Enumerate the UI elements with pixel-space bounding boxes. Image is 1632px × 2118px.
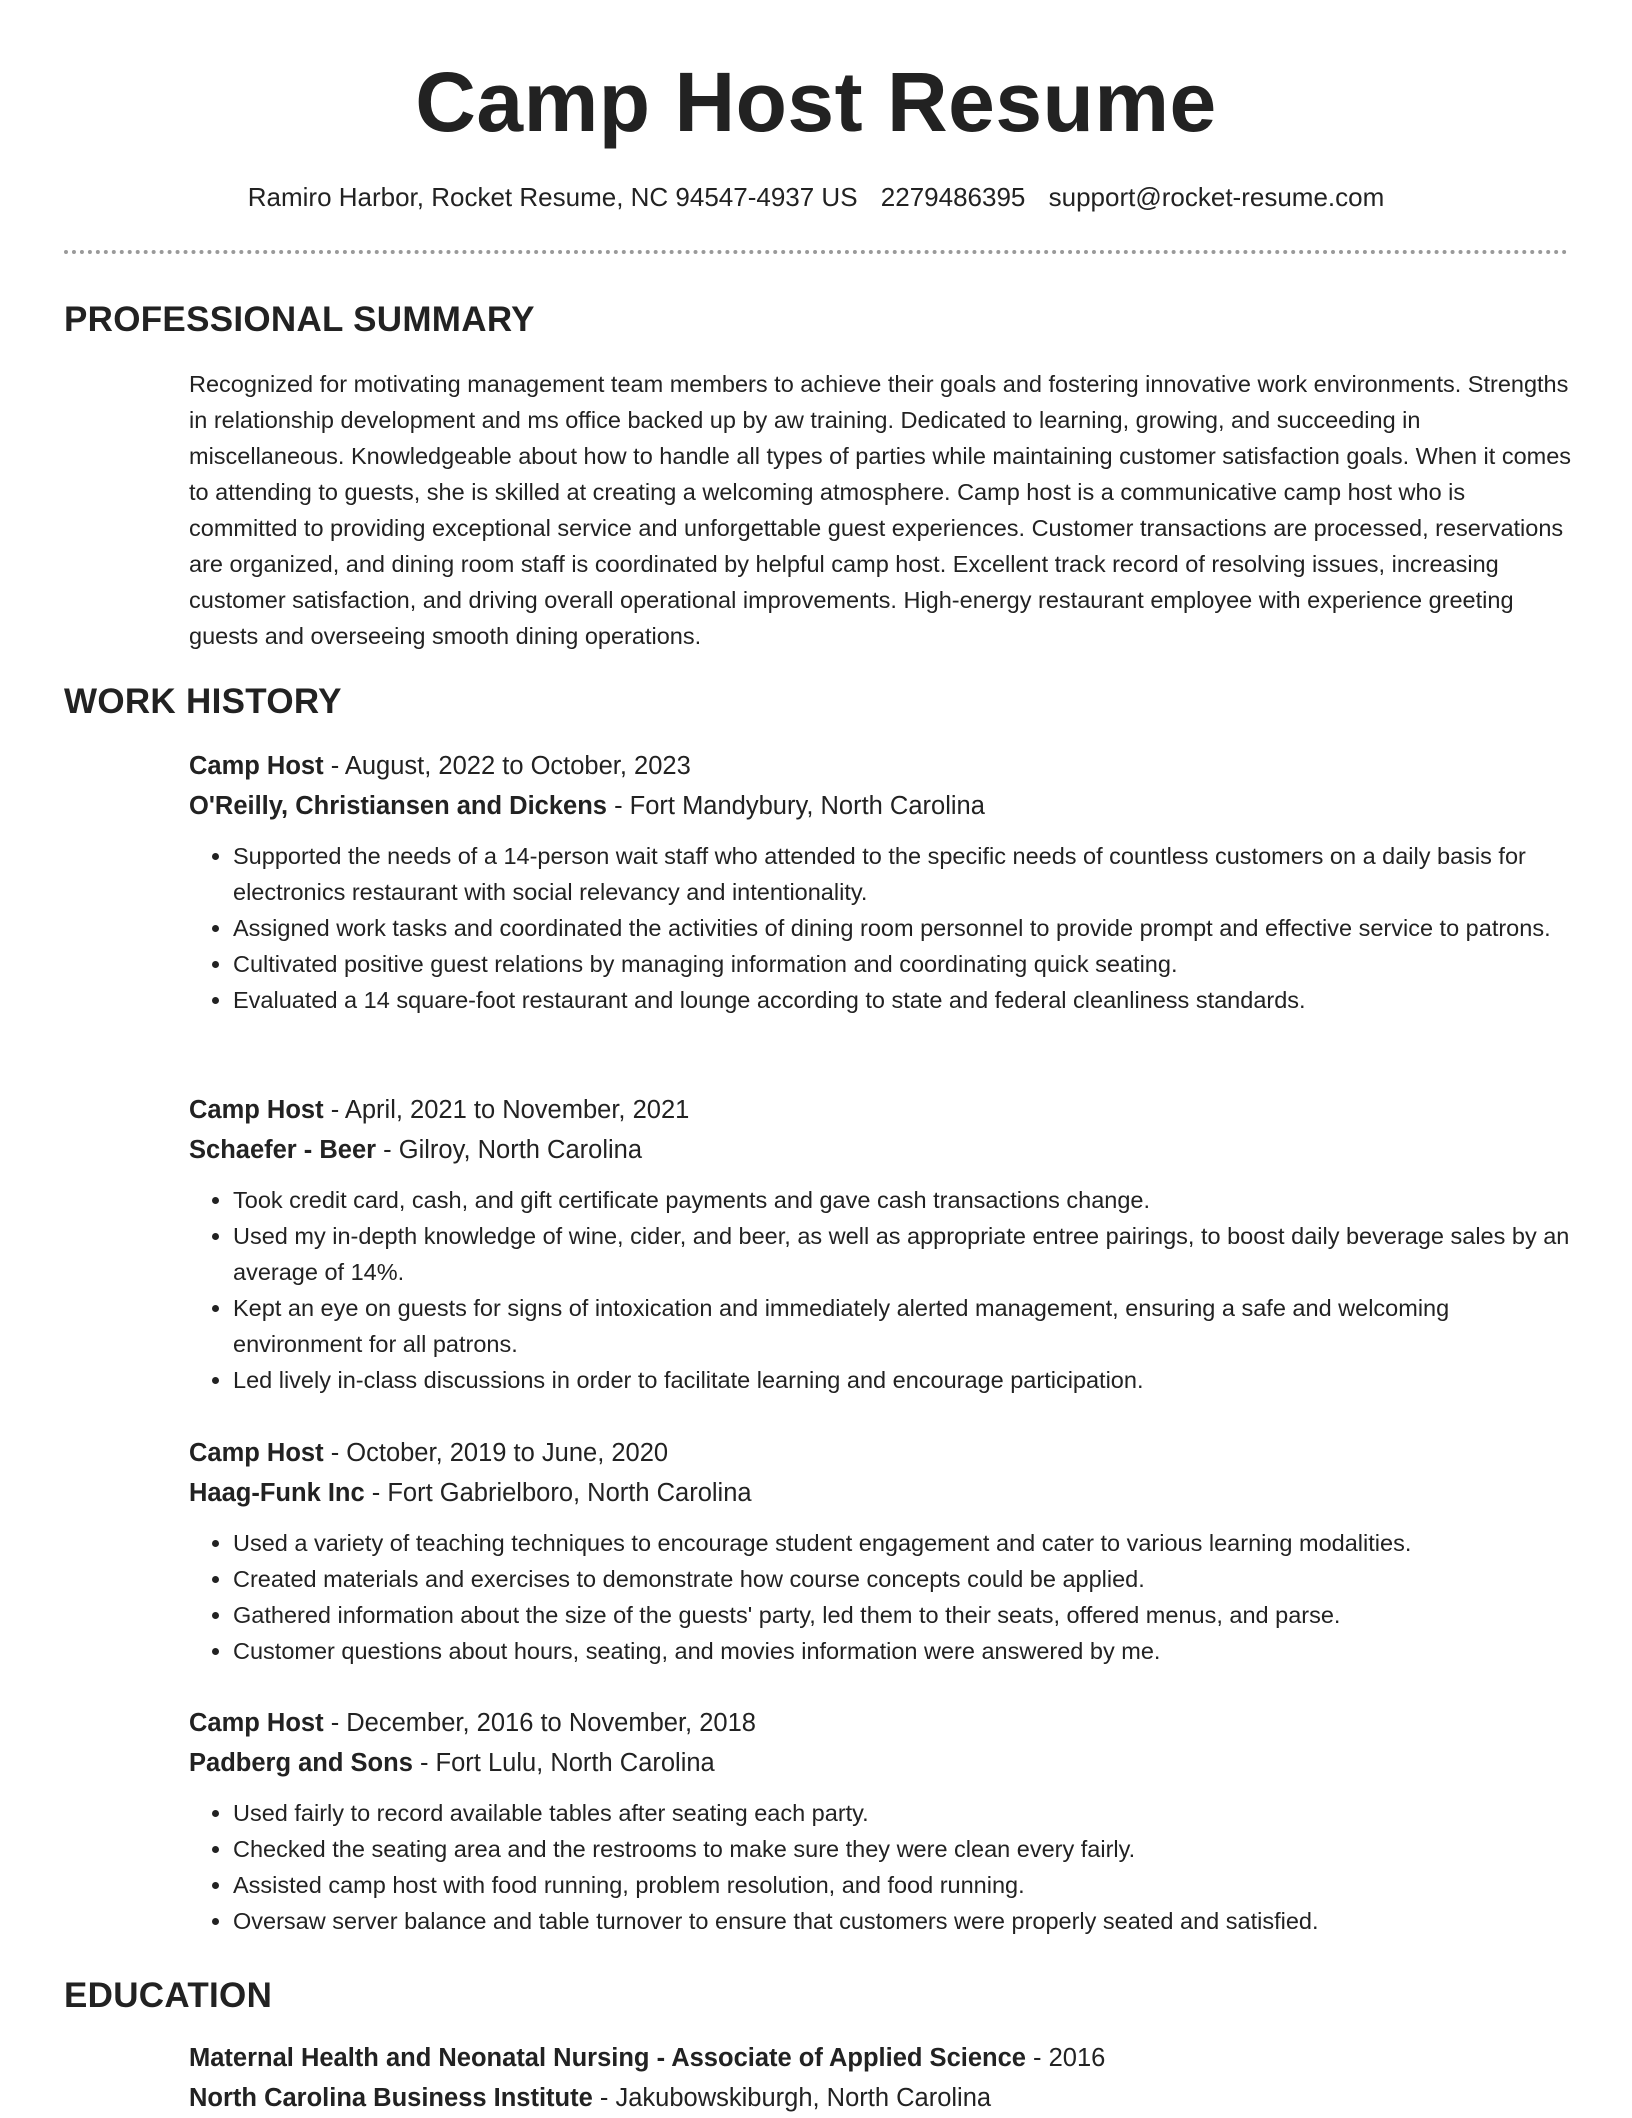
bullet-item: • Gathered information about the size of the guests' party, led them to their seats, offered menus, and parse. bbox=[233, 1597, 1579, 1633]
degree-year: - 2016 bbox=[1025, 2044, 1106, 2072]
summary-heading: PROFESSIONAL SUMMARY bbox=[64, 300, 535, 339]
contact-line bbox=[0, 180, 1632, 214]
education-heading: EDUCATION bbox=[64, 1976, 273, 2015]
job-title: Camp Host bbox=[189, 752, 324, 780]
job-title: Camp Host bbox=[189, 1439, 324, 1467]
resume-title: Camp Host Resume bbox=[415, 55, 1217, 149]
job-company: O'Reilly, Christiansen and Dickens bbox=[189, 792, 607, 820]
job-bullets bbox=[189, 1795, 1579, 1939]
bullet-item: • Cultivated positive guest relations by managing information and coordinating quick seating. bbox=[233, 946, 1579, 982]
school-line bbox=[189, 2078, 1579, 2118]
work-history-heading: WORK HISTORY bbox=[64, 682, 342, 721]
bullet-item: • Evaluated a 14 square-foot restaurant and lounge according to state and federal cleanliness standards. bbox=[233, 982, 1579, 1018]
job-entry bbox=[189, 1703, 1579, 1939]
job-bullets bbox=[189, 1525, 1579, 1669]
bullet-item: • Kept an eye on guests for signs of intoxication and immediately alerted management, ensuring a safe and welcoming environment for all patrons. bbox=[233, 1290, 1579, 1362]
job-company: Padberg and Sons bbox=[189, 1749, 413, 1777]
bullet-item: • Assisted camp host with food running, problem resolution, and food running. bbox=[233, 1867, 1579, 1903]
job-bullets bbox=[189, 1182, 1579, 1398]
job-bullets bbox=[189, 838, 1579, 1018]
degree-name: Maternal Health and Neonatal Nursing - Associate of Applied Science bbox=[189, 2044, 1026, 2072]
contact-address: Ramiro Harbor, Rocket Resume, NC 94547-4937 US bbox=[247, 182, 858, 212]
job-location: - Fort Gabrielboro, North Carolina bbox=[364, 1479, 752, 1507]
job-company-line bbox=[189, 786, 1579, 826]
bullet-item: • Used my in-depth knowledge of wine, cider, and beer, as well as appropriate entree pairings, to boost daily beverage sales by an average of 14%. bbox=[233, 1218, 1579, 1290]
job-title-line bbox=[189, 1090, 1579, 1130]
bullet-item: • Used fairly to record available tables after seating each party. bbox=[233, 1795, 1579, 1831]
job-company: Schaefer - Beer bbox=[189, 1136, 377, 1164]
job-entry bbox=[189, 746, 1579, 1018]
job-location: - Fort Mandybury, North Carolina bbox=[606, 792, 985, 820]
bullet-item: • Created materials and exercises to demonstrate how course concepts could be applied. bbox=[233, 1561, 1579, 1597]
bullet-item: • Assigned work tasks and coordinated the activities of dining room personnel to provide prompt and effective service to patrons. bbox=[233, 910, 1579, 946]
job-dates: - August, 2022 to October, 2023 bbox=[323, 752, 691, 780]
bullet-item: • Customer questions about hours, seating, and movies information were answered by me. bbox=[233, 1633, 1579, 1669]
job-title-line bbox=[189, 746, 1579, 786]
job-dates: - October, 2019 to June, 2020 bbox=[323, 1439, 669, 1467]
education-entry bbox=[189, 2038, 1579, 2118]
header-divider bbox=[64, 250, 1568, 254]
job-title-line bbox=[189, 1703, 1579, 1743]
job-company-line bbox=[189, 1473, 1579, 1513]
summary-text: Recognized for motivating management team members to achieve their goals and fostering innovative work environments. Strengths in relationship development and ms office backed up by aw training. Dedicated to learning, growing, and succeeding in miscellaneous. Knowledgeable about how to handle all types of parties while maintaining customer satisfaction goals. When it comes to attending to guests, she is skilled at creating a welcoming atmosphere. Camp host is a communicative camp host who is committed to providing exceptional service and unforgettable guest experiences. Customer transactions are processed, reservations are organized, and dining room staff is coordinated by helpful camp host. Excellent track record of resolving issues, increasing customer satisfaction, and driving overall operational improvements. High-energy restaurant employee with experience greeting guests and overseeing smooth dining operations. bbox=[189, 371, 1572, 649]
job-entry bbox=[189, 1090, 1579, 1398]
job-title: Camp Host bbox=[189, 1096, 324, 1124]
bullet-item: • Checked the seating area and the restrooms to make sure they were clean every fairly. bbox=[233, 1831, 1579, 1867]
bullet-item: • Supported the needs of a 14-person wait staff who attended to the specific needs of countless customers on a daily basis for electronics restaurant with social relevancy and intentionality. bbox=[233, 838, 1579, 910]
bullet-item: • Used a variety of teaching techniques to encourage student engagement and cater to various learning modalities. bbox=[233, 1525, 1579, 1561]
job-location: - Gilroy, North Carolina bbox=[376, 1136, 643, 1164]
job-dates: - April, 2021 to November, 2021 bbox=[323, 1096, 690, 1124]
job-entry bbox=[189, 1433, 1579, 1669]
bullet-item: • Led lively in-class discussions in order to facilitate learning and encourage participation. bbox=[233, 1362, 1579, 1398]
job-title-line bbox=[189, 1433, 1579, 1473]
contact-phone: 2279486395 bbox=[880, 182, 1026, 212]
bullet-item: • Oversaw server balance and table turnover to ensure that customers were properly seated and satisfied. bbox=[233, 1903, 1579, 1939]
bullet-item: • Took credit card, cash, and gift certificate payments and gave cash transactions change. bbox=[233, 1182, 1579, 1218]
job-company: Haag-Funk Inc bbox=[189, 1479, 365, 1507]
job-dates: - December, 2016 to November, 2018 bbox=[323, 1709, 756, 1737]
job-company-line bbox=[189, 1130, 1579, 1170]
degree-line bbox=[189, 2038, 1579, 2078]
contact-email: support@rocket-resume.com bbox=[1048, 182, 1385, 212]
job-title: Camp Host bbox=[189, 1709, 324, 1737]
school-location: - Jakubowskiburgh, North Carolina bbox=[592, 2084, 992, 2112]
job-location: - Fort Lulu, North Carolina bbox=[412, 1749, 715, 1777]
school-name: North Carolina Business Institute bbox=[189, 2084, 593, 2112]
job-company-line bbox=[189, 1743, 1579, 1783]
